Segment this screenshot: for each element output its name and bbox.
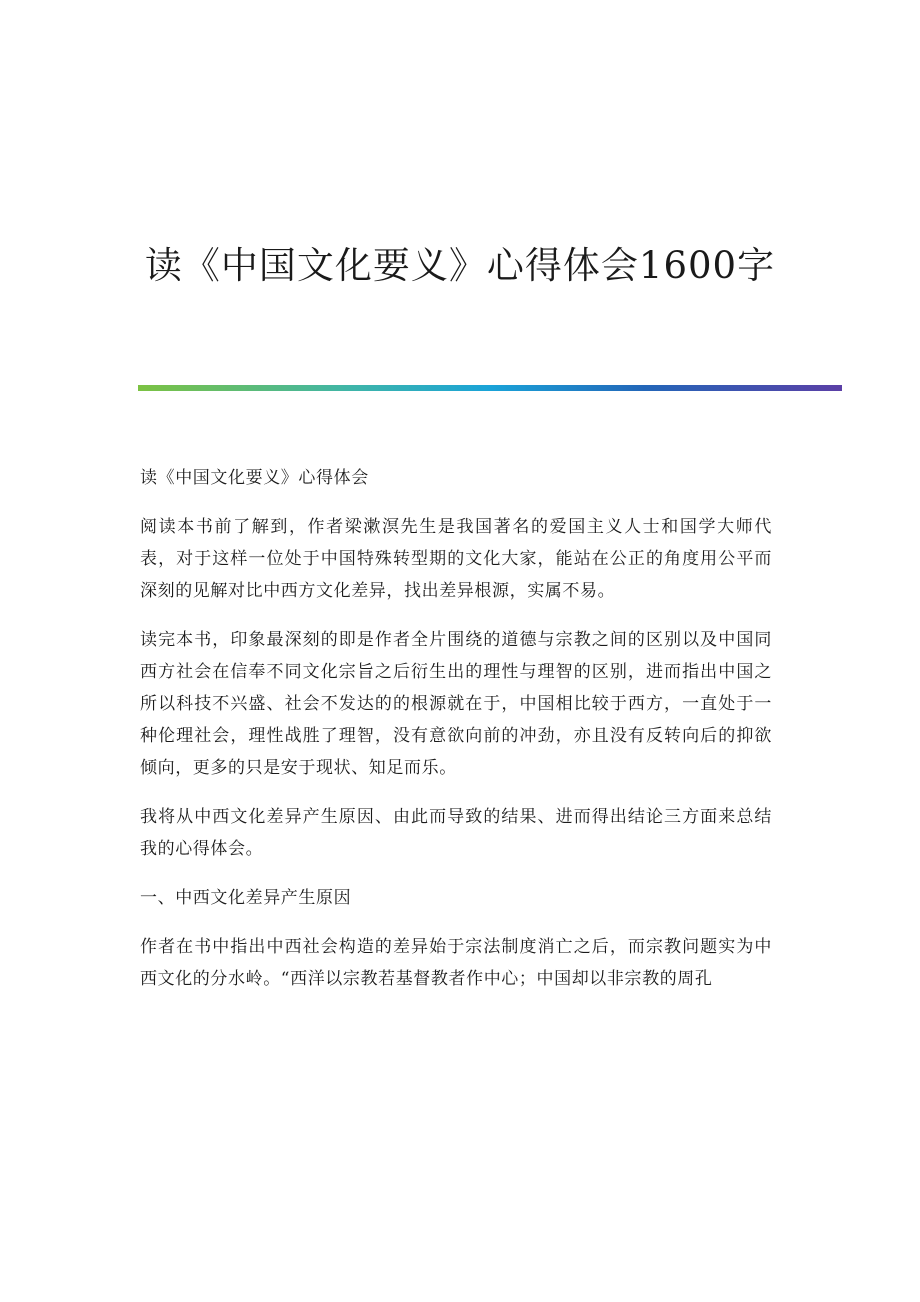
paragraph: 阅读本书前了解到，作者梁漱溟先生是我国著名的爱国主义人士和国学大师代表，对于这样一位处于中国特殊转型期的文化大家，能站在公正的角度用公平而深刻的见解对比中西方文化差异，找出差异根源，实属不易。 (140, 517, 772, 601)
document-title: 读《中国文化要义》心得体会1600字 (144, 243, 776, 287)
paragraph: 作者在书中指出中西社会构造的差异始于宗法制度消亡之后，而宗教问题实为中西文化的分水岭。“西洋以宗教若基督教者作中心；中国却以非宗教的周孔 (140, 937, 772, 989)
document-body (140, 462, 772, 1012)
section-heading: 读《中国文化要义》心得体会 (140, 468, 369, 488)
title-divider (138, 385, 842, 391)
paragraph: 读完本书，印象最深刻的即是作者全片围绕的道德与宗教之间的区别以及中国同西方社会在信奉不同文化宗旨之后衍生出的理性与理智的区别，进而指出中国之所以科技不兴盛、社会不发达的的根源就在于，中国相比较于西方，一直处于一种伦理社会，理性战胜了理智，没有意欲向前的冲劲，亦且没有反转向后的抑欲倾向，更多的只是安于现状、知足而乐。 (140, 630, 772, 778)
paragraph: 我将从中西文化差异产生原因、由此而导致的结果、进而得出结论三方面来总结我的心得体会。 (140, 807, 772, 859)
section-heading: 一、中西文化差异产生原因 (140, 888, 352, 908)
